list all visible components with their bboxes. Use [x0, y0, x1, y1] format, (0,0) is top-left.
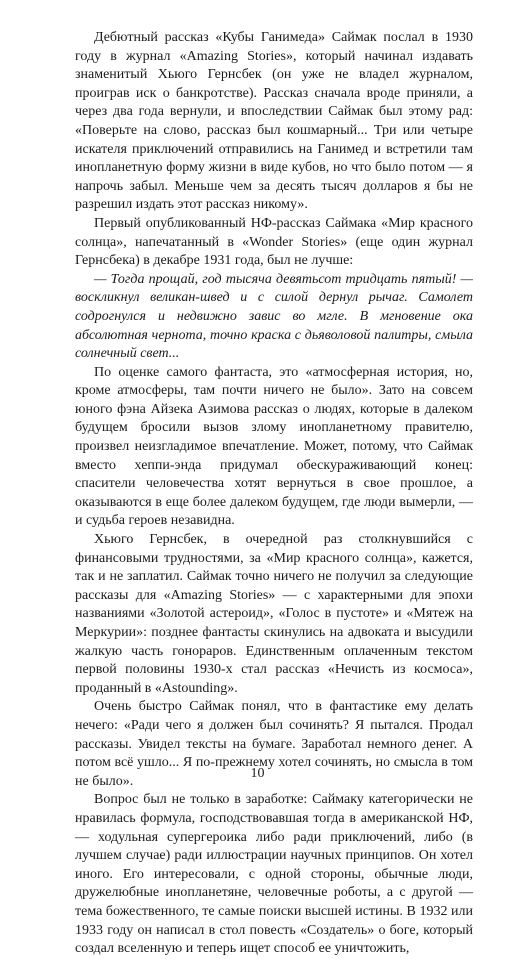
paragraph: Вопрос был не только в заработке: Саймаку категорически не нравилась формула, господствовавшая тогда в американской НФ, — ходульная супергероика либо ради приключений, либо (в лучшем случае) ради иллюстрации научных принципов. Он хотел иного. Его интересовали, с одной стороны, обычные люди, дружелюбные инопланетяне, человечные роботы, а с другой — тема божественного, те самые поиски высшей истины. В 1932 или 1933 году он написал в стол повесть «Создатель» о боге, который создал вселенную и теперь ищет способ ее уничтожить, — [75, 792, 473, 957]
paragraph: Первый опубликованный НФ-рассказ Саймака «Мир красного солнца», напечатанный в «Wonder Stories» (еще один журнал Гернсбека) в декабре 1931 года, был не лучше: — [75, 215, 473, 269]
page-body — [75, 29, 473, 959]
paragraph: Очень быстро Саймак понял, что в фантастике ему делать нечего: «Ради чего я должен был сочинять? Я пытался. Продал рассказы. Увидел тексты на бумаге. Заработал немного денег. А потом всё ушло... Я по-прежнему хотел сочинять, но смысла в том не было». — [75, 699, 473, 789]
paragraph: Дебютный рассказ «Кубы Ганимеда» Саймак послал в 1930 году в журнал «Amazing Stories», который начинал издавать знаменитый Хьюго Гернсбек (он уже не владел журналом, проиграв иск о банкротстве). Рассказ сначала вроде приняли, а через два года вернули, и впоследствии Саймак был этому рад: «Поверьте на слово, рассказ был кошмарный... Три или четыре искателя приключений отправились на Ганимед и встретили там инопланетную форму жизни в виде кубов, но что было потом — я напрочь забыл. Меньше чем за десять тысяч долларов я бы не разрешил издать этот рассказ никому». — [75, 30, 473, 213]
paragraph: Хьюго Гернсбек, в очередной раз столкнувшийся с финансовыми трудностями, за «Мир красного солнца», кажется, так и не заплатил. Саймак точно ничего не получил за следующие рассказы для «Amazing Stories» — с характерными для эпохи названиями «Золотой астероид», «Голос в пустоте» и «Мятеж на Меркурии»: позднее фантасты скинулись на адвоката и высудили жалкую часть гонораров. Единственным оплаченным текстом первой половины 1930-х стал рассказ «Нечисть из космоса», проданный в «Astounding». — [75, 532, 473, 696]
page-number: 10 — [250, 766, 265, 781]
paragraph: По оценке самого фантаста, это «атмосферная история, но, кроме атмосферы, там почти ничего не было». Зато на совсем юного фэна Айзека Азимова рассказ о людях, которые в далеком будущем бросили вызов злому инопланетному правителю, произвел неизгладимое впечатление. Может, потому, что Саймак вместо хеппи-энда придумал обескураживающий конец: спасители человечества хотят вернуться в свое прошлое, а оказываются в еще более далеком будущем, где люди вымерли, — и судьба героев незавидна. — [75, 364, 473, 529]
quote-paragraph: — Тогда прощай, год тысяча девятьсот тридцать пятый! — воскликнул великан-швед и с силой дернул рычаг. Самолет содрогнулся и недвижно завис во мгле. В мгновение ока абсолютная чернота, точно краска с дьяволовой палитры, смыла солнечный свет... — [75, 271, 473, 362]
